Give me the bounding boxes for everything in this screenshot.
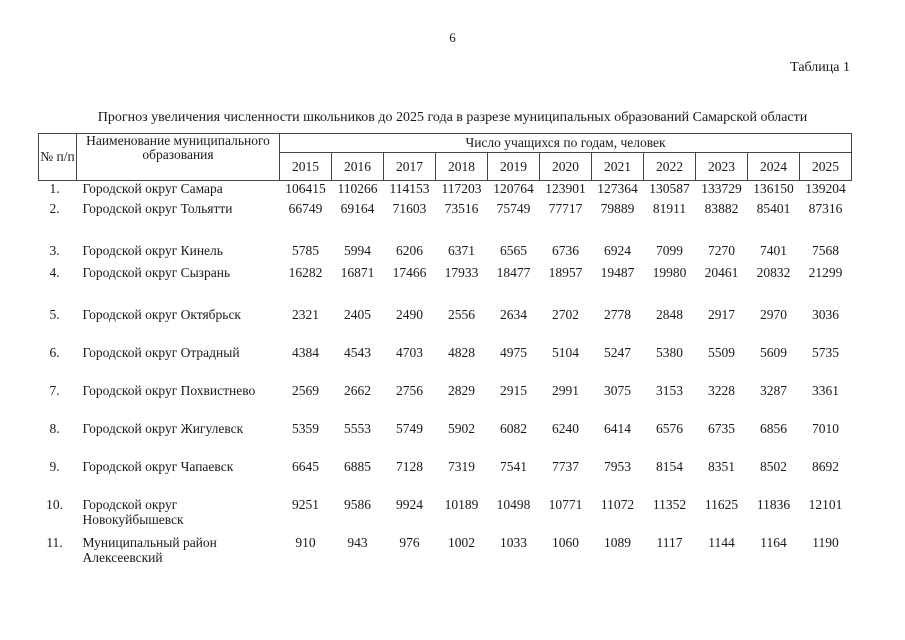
student-count-cell: 1033 [500, 534, 527, 550]
student-count-cell: 110266 [337, 181, 378, 196]
municipality-name: Городской округ Тольятти [82, 200, 233, 216]
student-count-cell: 2405 [344, 306, 371, 322]
student-count-cell: 11072 [600, 496, 635, 512]
municipality-name: Муниципальный район Алексеевский [82, 534, 217, 565]
student-count-cell: 17933 [444, 264, 479, 280]
student-count-cell: 5609 [760, 344, 787, 360]
student-count-cell: 2556 [448, 306, 475, 322]
student-count-cell: 85401 [756, 200, 791, 216]
student-count-cell: 4384 [292, 344, 319, 360]
student-count-cell: 910 [295, 534, 316, 550]
table-row [39, 243, 852, 265]
table-row [39, 307, 852, 345]
student-count-cell: 2662 [344, 382, 371, 398]
header-year: 2015 [280, 153, 332, 181]
row-number: 11. [46, 534, 63, 550]
header-year: 2021 [592, 153, 644, 181]
header-year: 2025 [800, 153, 852, 181]
student-count-cell: 6240 [552, 420, 579, 436]
student-count-cell: 2778 [604, 306, 631, 322]
table-row [39, 459, 852, 497]
student-count-cell: 3361 [812, 382, 839, 398]
municipality-name: Городской округ Новокуйбышевск [82, 496, 184, 527]
row-number: 1. [49, 181, 60, 196]
student-count-cell: 75749 [496, 200, 531, 216]
student-count-cell: 5380 [656, 344, 683, 360]
student-count-cell: 3153 [656, 382, 683, 398]
student-count-cell: 19980 [652, 264, 687, 280]
student-count-cell: 77717 [548, 200, 583, 216]
student-count-cell: 106415 [285, 181, 326, 196]
student-count-cell: 1089 [604, 534, 631, 550]
student-count-cell: 7568 [812, 242, 839, 258]
student-count-cell: 87316 [808, 200, 843, 216]
student-count-cell: 10771 [548, 496, 583, 512]
student-count-cell: 3075 [604, 382, 631, 398]
student-count-cell: 7953 [604, 458, 631, 474]
student-count-cell: 11352 [652, 496, 687, 512]
student-count-cell: 5553 [344, 420, 371, 436]
municipality-name: Городской округ Сызрань [82, 264, 231, 280]
student-count-cell: 3036 [812, 306, 839, 322]
header-name: Наименование муниципального образования [77, 134, 280, 181]
header-year: 2023 [696, 153, 748, 181]
table-label: Таблица 1 [790, 60, 850, 75]
student-count-cell: 4828 [448, 344, 475, 360]
table-row [39, 497, 852, 535]
table-row [39, 535, 852, 573]
municipality-name: Городской округ Самара [82, 181, 223, 196]
student-count-cell: 5104 [552, 344, 579, 360]
student-count-cell: 73516 [444, 200, 479, 216]
student-count-cell: 6885 [344, 458, 371, 474]
student-count-cell: 943 [347, 534, 368, 550]
student-count-cell: 4703 [396, 344, 423, 360]
student-count-cell: 117203 [441, 181, 482, 196]
student-count-cell: 130587 [649, 181, 690, 196]
row-number: 3. [49, 242, 60, 258]
header-year: 2022 [644, 153, 696, 181]
header-year: 2018 [436, 153, 488, 181]
student-count-cell: 4975 [500, 344, 527, 360]
student-count-cell: 2569 [292, 382, 319, 398]
student-count-cell: 6924 [604, 242, 631, 258]
student-count-cell: 5509 [708, 344, 735, 360]
header-year: 2019 [488, 153, 540, 181]
student-count-cell: 3228 [708, 382, 735, 398]
municipality-name: Городской округ Чапаевск [82, 458, 234, 474]
student-count-cell: 7541 [500, 458, 527, 474]
student-count-cell: 2702 [552, 306, 579, 322]
student-count-cell: 2490 [396, 306, 423, 322]
student-count-cell: 5735 [812, 344, 839, 360]
student-count-cell: 6856 [760, 420, 787, 436]
student-count-cell: 123901 [545, 181, 586, 196]
student-count-cell: 8692 [812, 458, 839, 474]
page-number: 6 [449, 30, 456, 45]
student-count-cell: 120764 [493, 181, 534, 196]
student-count-cell: 8502 [760, 458, 787, 474]
municipality-name: Городской округ Октябрьск [82, 306, 241, 322]
student-count-cell: 6414 [604, 420, 631, 436]
header-year: 2017 [384, 153, 436, 181]
student-count-cell: 8154 [656, 458, 683, 474]
header-year: 2020 [540, 153, 592, 181]
student-count-cell: 7099 [656, 242, 683, 258]
student-count-cell: 18477 [496, 264, 531, 280]
student-count-cell: 18957 [548, 264, 583, 280]
table-row [39, 421, 852, 459]
municipality-name: Городской округ Отрадный [82, 344, 240, 360]
student-count-cell: 6645 [292, 458, 319, 474]
student-count-cell: 7270 [708, 242, 735, 258]
student-count-cell: 19487 [600, 264, 635, 280]
student-count-cell: 5785 [292, 242, 319, 258]
student-count-cell: 2829 [448, 382, 475, 398]
student-count-cell: 1117 [656, 534, 683, 550]
student-count-cell: 2915 [500, 382, 527, 398]
student-count-cell: 6736 [552, 242, 579, 258]
student-count-cell: 976 [399, 534, 420, 550]
student-count-cell: 5749 [396, 420, 423, 436]
row-number: 2. [49, 200, 60, 216]
document-title: Прогноз увеличения численности школьников до 2025 года в разрезе муниципальных образований Самарской области [97, 110, 808, 125]
student-count-cell: 1060 [552, 534, 579, 550]
header-year: 2024 [748, 153, 800, 181]
student-count-cell: 66749 [288, 200, 323, 216]
header-number: № п/п [39, 134, 77, 181]
table-row [39, 345, 852, 383]
student-count-cell: 6082 [500, 420, 527, 436]
student-count-cell: 7401 [760, 242, 787, 258]
student-count-cell: 71603 [392, 200, 427, 216]
student-count-cell: 6576 [656, 420, 683, 436]
student-count-cell: 2321 [292, 306, 319, 322]
student-count-cell: 8351 [708, 458, 735, 474]
table-row [39, 265, 852, 307]
student-count-cell: 127364 [597, 181, 638, 196]
student-count-cell: 4543 [344, 344, 371, 360]
student-count-cell: 17466 [392, 264, 427, 280]
student-count-cell: 1144 [708, 534, 735, 550]
row-number: 8. [49, 420, 60, 436]
student-count-cell: 2917 [708, 306, 735, 322]
student-count-cell: 69164 [340, 200, 375, 216]
student-count-cell: 11836 [756, 496, 791, 512]
row-number: 10. [46, 496, 63, 512]
student-count-cell: 2634 [500, 306, 527, 322]
student-count-cell: 83882 [704, 200, 739, 216]
student-count-cell: 10189 [444, 496, 479, 512]
student-count-cell: 16282 [288, 264, 323, 280]
row-number: 4. [49, 264, 60, 280]
student-count-cell: 1164 [760, 534, 787, 550]
header-year: 2016 [332, 153, 384, 181]
student-count-cell: 1190 [812, 534, 839, 550]
municipality-name: Городской округ Жигулевск [82, 420, 244, 436]
row-number: 5. [49, 306, 60, 322]
student-count-cell: 81911 [652, 200, 687, 216]
student-count-cell: 9251 [292, 496, 319, 512]
student-count-cell: 3287 [760, 382, 787, 398]
student-count-cell: 5902 [448, 420, 475, 436]
student-count-cell: 114153 [389, 181, 430, 196]
student-count-cell: 5359 [292, 420, 319, 436]
student-count-cell: 79889 [600, 200, 635, 216]
student-count-cell: 21299 [808, 264, 843, 280]
student-count-cell: 20461 [704, 264, 739, 280]
student-count-cell: 9924 [396, 496, 423, 512]
row-number: 6. [49, 344, 60, 360]
student-count-cell: 2756 [396, 382, 423, 398]
student-count-cell: 133729 [701, 181, 742, 196]
row-number: 7. [49, 382, 60, 398]
student-count-cell: 7737 [552, 458, 579, 474]
table-row [39, 181, 852, 201]
header-group: Число учащихся по годам, человек [280, 134, 852, 153]
municipality-name: Городской округ Кинель [82, 242, 223, 258]
student-count-cell: 2848 [656, 306, 683, 322]
student-count-cell: 2970 [760, 306, 787, 322]
student-count-cell: 5247 [604, 344, 631, 360]
student-count-cell: 5994 [344, 242, 371, 258]
student-count-cell: 9586 [344, 496, 371, 512]
table-row [39, 383, 852, 421]
student-count-cell: 6735 [708, 420, 735, 436]
row-number: 9. [49, 458, 60, 474]
student-count-cell: 6206 [396, 242, 423, 258]
student-count-cell: 7010 [812, 420, 839, 436]
student-count-cell: 10498 [496, 496, 531, 512]
student-count-cell: 2991 [552, 382, 579, 398]
student-count-cell: 12101 [808, 496, 843, 512]
student-count-cell: 136150 [753, 181, 794, 196]
municipality-name: Городской округ Похвистнево [82, 382, 256, 398]
table-row [39, 201, 852, 243]
population-table [38, 133, 852, 573]
student-count-cell: 16871 [340, 264, 375, 280]
student-count-cell: 6565 [500, 242, 527, 258]
student-count-cell: 1002 [448, 534, 475, 550]
student-count-cell: 7319 [448, 458, 475, 474]
student-count-cell: 6371 [448, 242, 475, 258]
student-count-cell: 11625 [704, 496, 739, 512]
student-count-cell: 20832 [756, 264, 791, 280]
student-count-cell: 7128 [396, 458, 423, 474]
student-count-cell: 139204 [805, 181, 846, 196]
